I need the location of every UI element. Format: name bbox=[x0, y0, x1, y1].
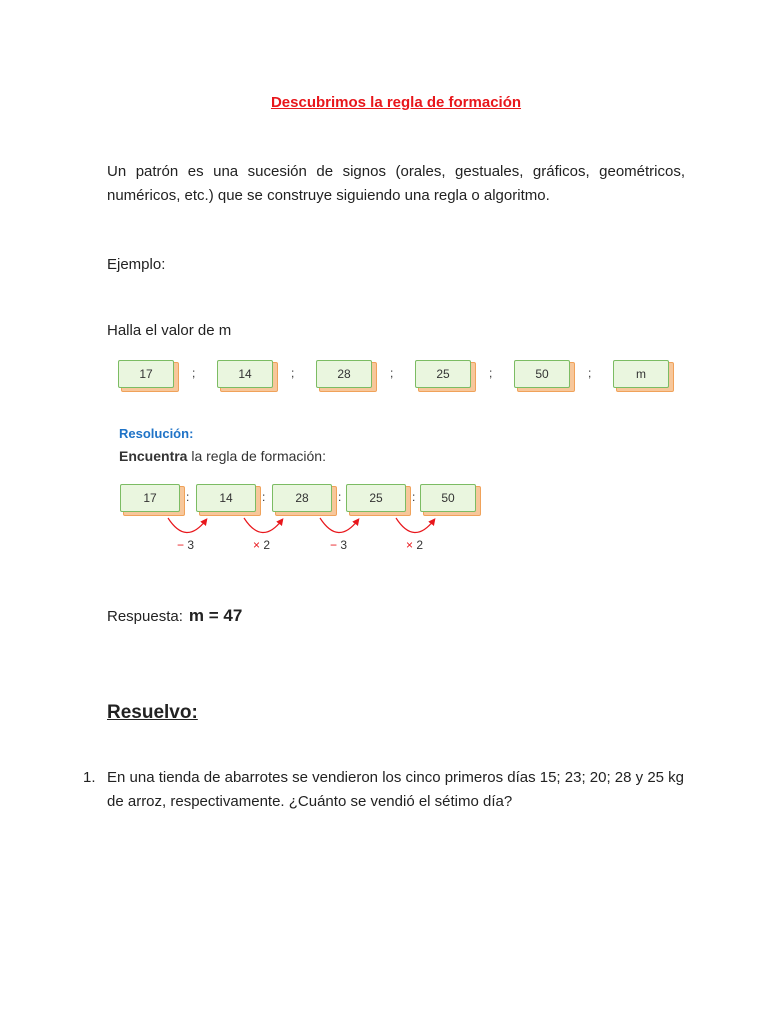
page-title: Descubrimos la regla de formación bbox=[270, 94, 522, 111]
answer bbox=[107, 606, 242, 626]
problem-prompt: Halla el valor de m bbox=[107, 322, 232, 339]
arrow-4 bbox=[396, 518, 434, 533]
separator: ; bbox=[291, 366, 295, 380]
answer-label: Respuesta: bbox=[107, 608, 183, 625]
resolution-card: 50 bbox=[420, 484, 476, 512]
separator: : bbox=[262, 490, 266, 504]
sequence-card: 17 bbox=[118, 360, 174, 388]
resolution-card: 25 bbox=[346, 484, 406, 512]
sequence-card: 25 bbox=[415, 360, 471, 388]
separator: : bbox=[412, 490, 416, 504]
resolution-card: 28 bbox=[272, 484, 332, 512]
operation-label: × 2 bbox=[253, 538, 271, 552]
arrow-1 bbox=[168, 518, 206, 533]
separator: ; bbox=[390, 366, 394, 380]
operation-label: − 3 bbox=[330, 538, 348, 552]
example-label: Ejemplo: bbox=[107, 256, 166, 273]
resolution-title: Resolución: bbox=[119, 426, 194, 441]
answer-value: m = 47 bbox=[188, 606, 243, 625]
problem-text: En una tienda de abarrotes se vendieron los cinco primeros días 15; 23; 20; 28 y 25 kg de arroz, respectivamente. ¿Cuánto se vendió el sétimo día? bbox=[107, 769, 685, 810]
problem-item bbox=[83, 766, 685, 814]
arrow-3 bbox=[320, 518, 358, 533]
sequence-card: 28 bbox=[316, 360, 372, 388]
separator: ; bbox=[489, 366, 493, 380]
sequence-card: 50 bbox=[514, 360, 570, 388]
separator: : bbox=[186, 490, 190, 504]
intro-paragraph: Un patrón es una sucesión de signos (orales, gestuales, gráficos, geométricos, numéricos, etc.) que se construye siguiendo una regla o algoritmo. bbox=[107, 163, 685, 204]
arrow-2 bbox=[244, 518, 282, 533]
resolution-card: 14 bbox=[196, 484, 256, 512]
separator: : bbox=[338, 490, 342, 504]
separator: ; bbox=[192, 366, 196, 380]
section-heading-resuelvo: Resuelvo: bbox=[107, 702, 198, 723]
operation-label: − 3 bbox=[177, 538, 195, 552]
operation-label: × 2 bbox=[406, 538, 424, 552]
resolution-card: 17 bbox=[120, 484, 180, 512]
separator: ; bbox=[588, 366, 592, 380]
sequence-card: 14 bbox=[217, 360, 273, 388]
resolution-subtitle: Encuentra la regla de formación: bbox=[119, 448, 326, 464]
problem-number: 1. bbox=[83, 769, 96, 786]
sequence-card-unknown: m bbox=[613, 360, 669, 388]
